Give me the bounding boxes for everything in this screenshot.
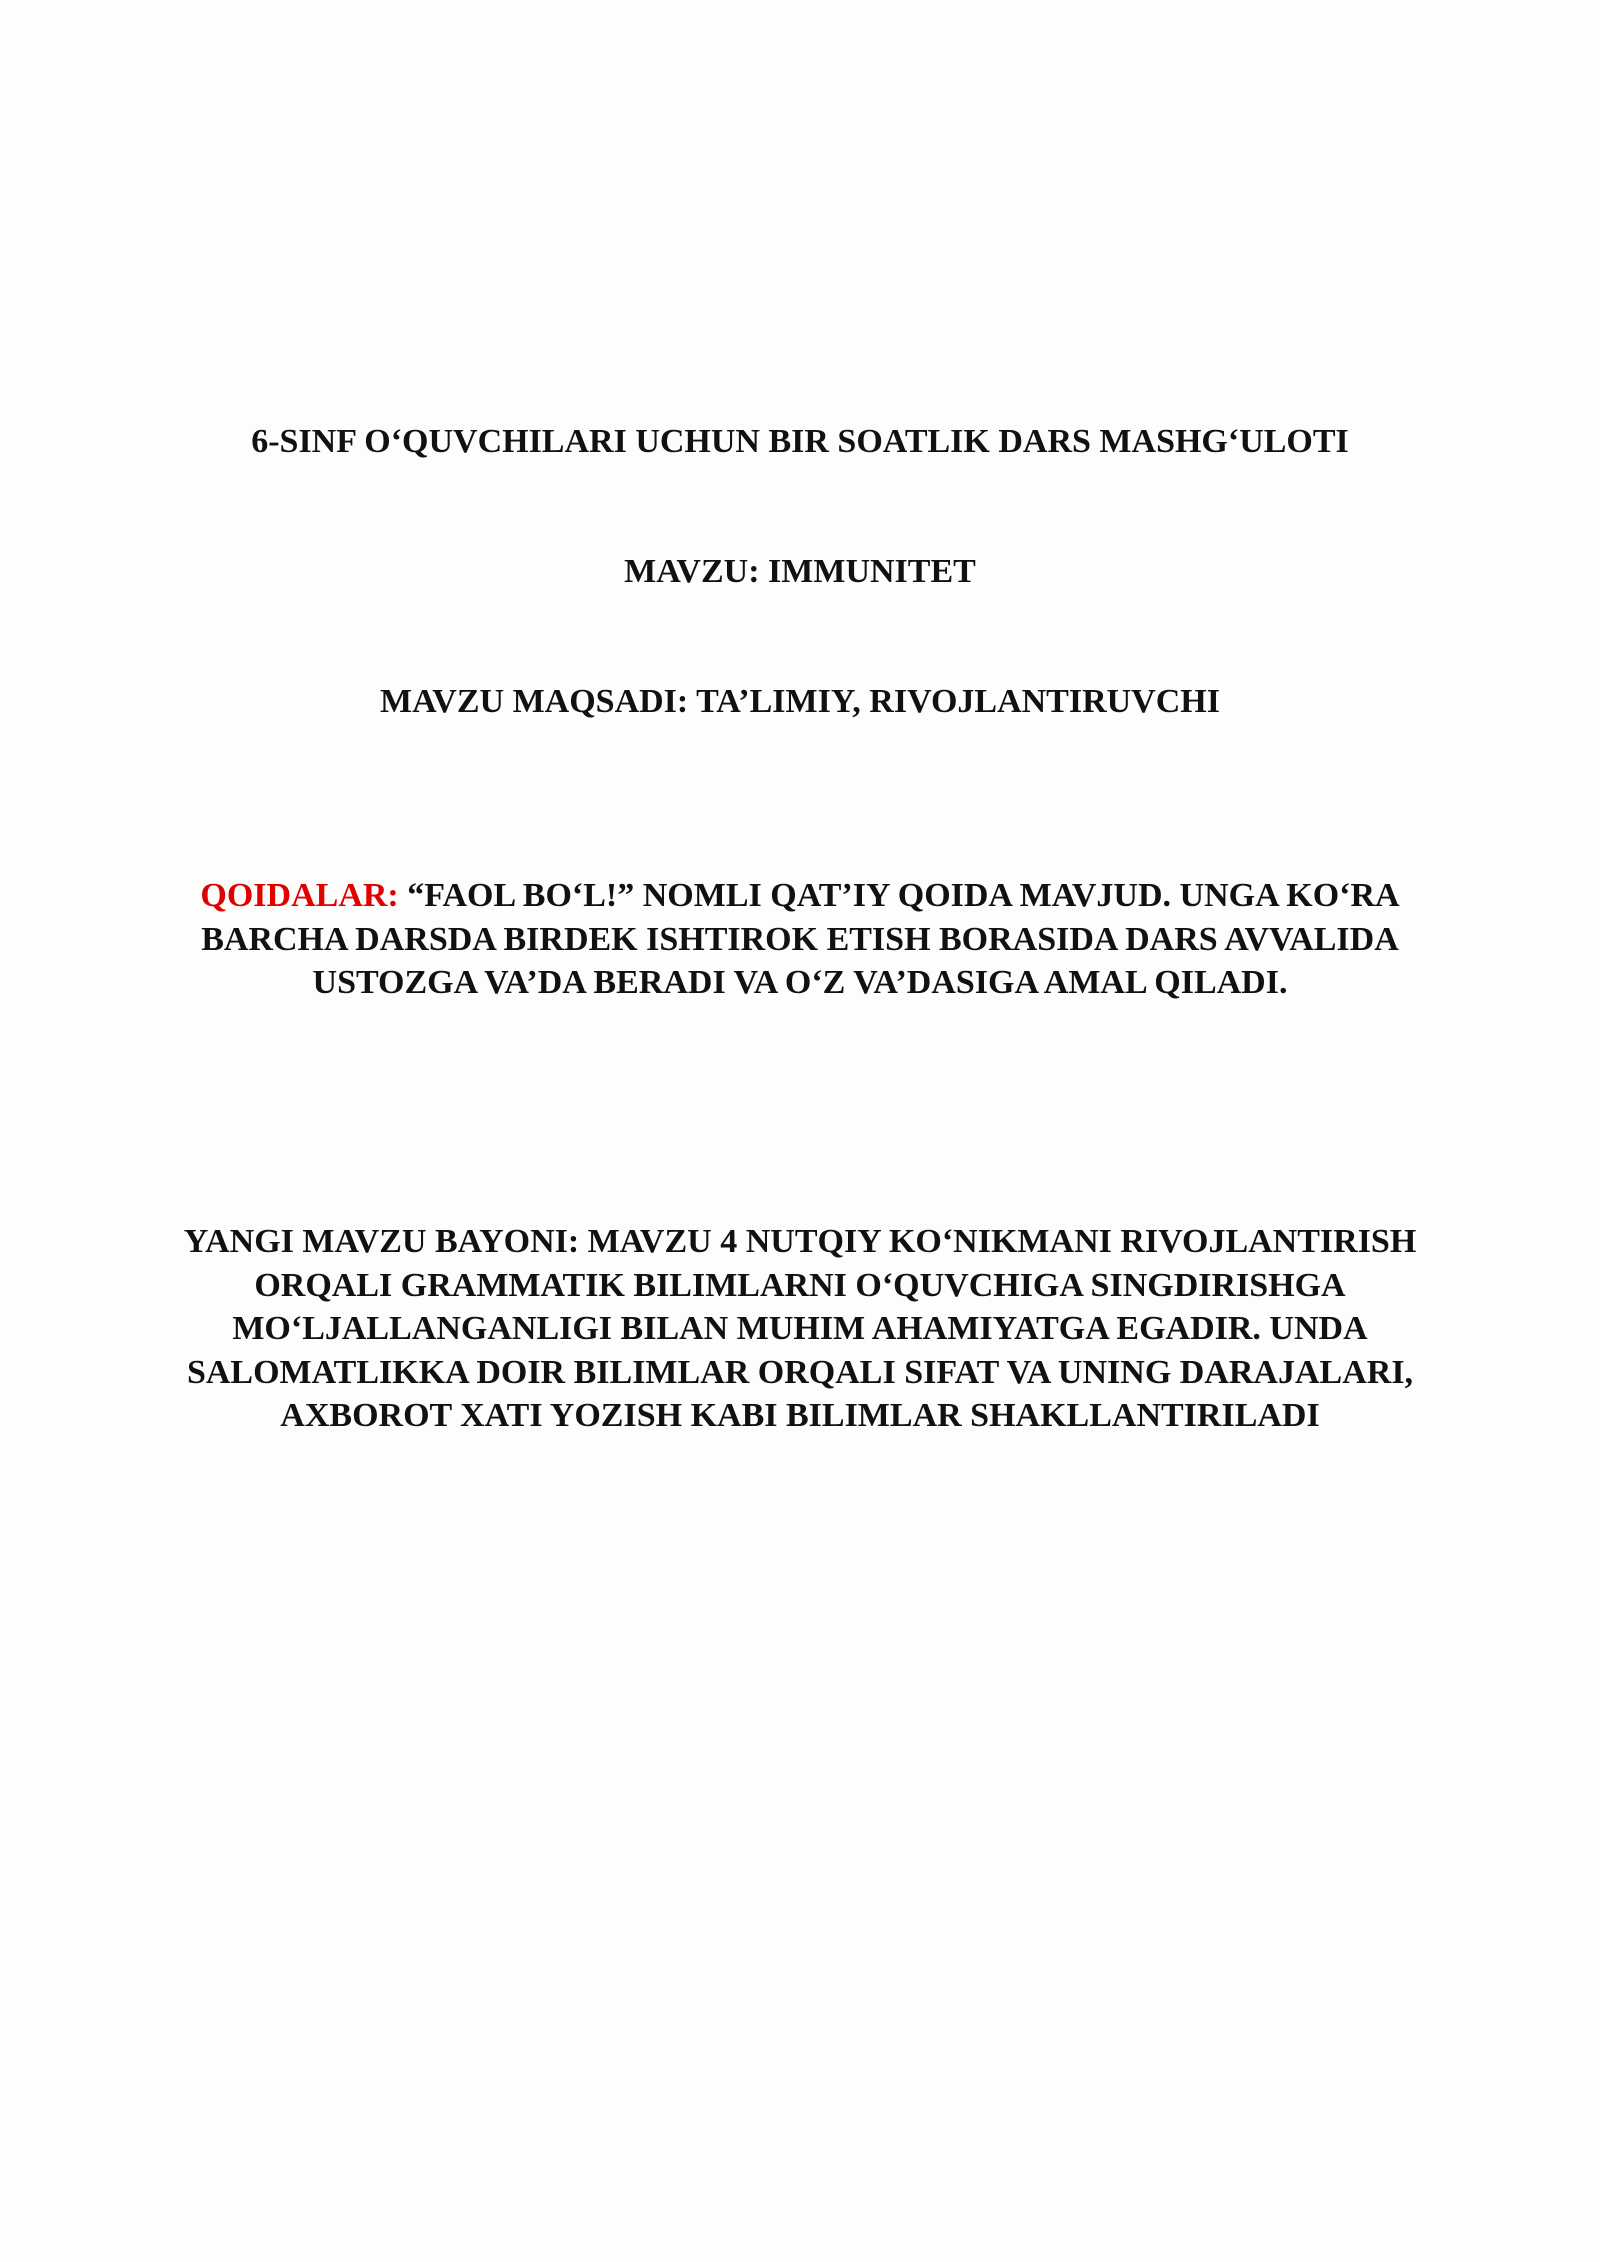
new-topic-line-1: YANGI MAVZU BAYONI: MAVZU 4 NUTQIY KO‘NIKMANI RIVOJLANTIRISH [183, 1223, 1417, 1260]
new-topic-line-5: AXBOROT XATI YOZISH KABI BILIMLAR SHAKLLANTIRILADI [280, 1397, 1320, 1434]
rules-line-2: BARCHA DARSDA BIRDEK ISHTIROK ETISH BORASIDA DARS AVVALIDA [201, 920, 1399, 958]
new-topic-line-2: ORQALI GRAMMATIK BILIMLARNI O‘QUVCHIGA SINGDIRISHGA [254, 1266, 1346, 1304]
rules-line-3: USTOZGA VA’DA BERADI VA O‘Z VA’DASIGA AMAL QILADI. [312, 964, 1288, 1001]
new-topic-line-3: MO‘LJALLANGANLIGI BILAN MUHIM AHAMIYATGA EGADIR. UNDA [232, 1310, 1368, 1347]
rules-paragraph [100, 874, 1500, 1005]
rules-line-1: “FAOL BO‘L!” NOMLI QAT’IY QOIDA MAVJUD. UNGA KO‘RA [398, 877, 1400, 914]
rules-label: QOIDALAR: [200, 877, 399, 914]
new-topic-paragraph [100, 1220, 1500, 1438]
lesson-goal: MAVZU MAQSADI: TA’LIMIY, RIVOJLANTIRUVCHI [380, 683, 1220, 720]
lesson-title: 6-SINF O‘QUVCHILARI UCHUN BIR SOATLIK DARS MASHG‘ULOTI [251, 423, 1349, 460]
new-topic-line-4: SALOMATLIKKA DOIR BILIMLAR ORQALI SIFAT VA UNING DARAJALARI, [186, 1353, 1414, 1391]
lesson-topic: MAVZU: IMMUNITET [624, 553, 976, 590]
